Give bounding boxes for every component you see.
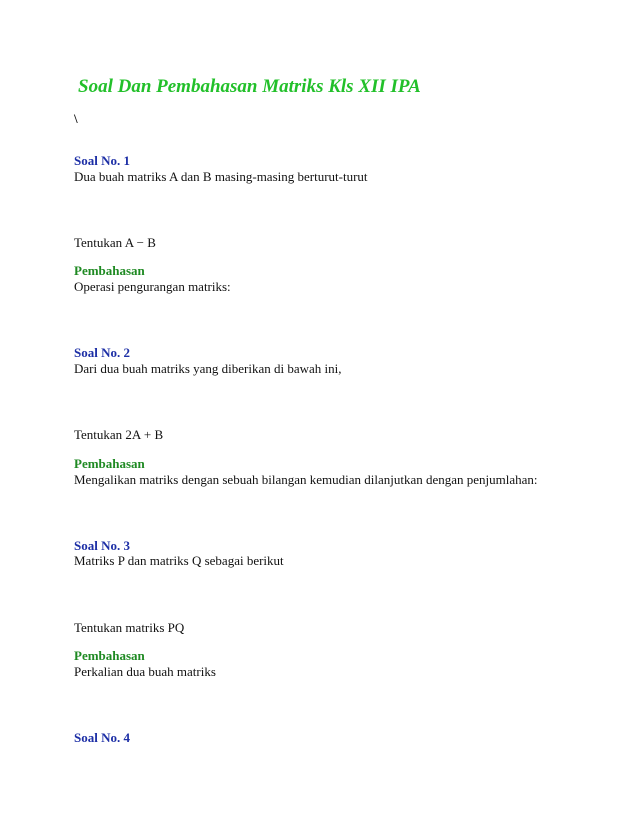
page-title: Soal Dan Pembahasan Matriks Kls XII IPA bbox=[78, 76, 421, 97]
soal-3-pembahasan-heading: Pembahasan bbox=[74, 648, 145, 663]
soal-1-pembahasan-text: Operasi pengurangan matriks: bbox=[74, 279, 231, 294]
soal-2-pembahasan-text: Mengalikan matriks dengan sebuah bilangan kemudian dilanjutkan dengan penjumlahan: bbox=[74, 472, 538, 487]
soal-2-question: Dari dua buah matriks yang diberikan di bawah ini, bbox=[74, 361, 342, 376]
soal-3-task: Tentukan matriks PQ bbox=[74, 620, 185, 635]
soal-1-pembahasan-heading: Pembahasan bbox=[74, 263, 145, 278]
soal-4-heading: Soal No. 4 bbox=[74, 730, 130, 745]
soal-1-task: Tentukan A − B bbox=[74, 235, 156, 250]
soal-3-pembahasan-text: Perkalian dua buah matriks bbox=[74, 664, 216, 679]
soal-2-task: Tentukan 2A + B bbox=[74, 427, 164, 442]
soal-1-question: Dua buah matriks A dan B masing-masing berturut-turut bbox=[74, 169, 368, 184]
soal-2-heading: Soal No. 2 bbox=[74, 345, 130, 360]
separator-text: \ bbox=[74, 111, 78, 126]
soal-2-pembahasan-heading: Pembahasan bbox=[74, 456, 145, 471]
soal-3-heading: Soal No. 3 bbox=[74, 538, 130, 553]
soal-3-question: Matriks P dan matriks Q sebagai berikut bbox=[74, 553, 284, 568]
soal-1-heading: Soal No. 1 bbox=[74, 153, 130, 168]
